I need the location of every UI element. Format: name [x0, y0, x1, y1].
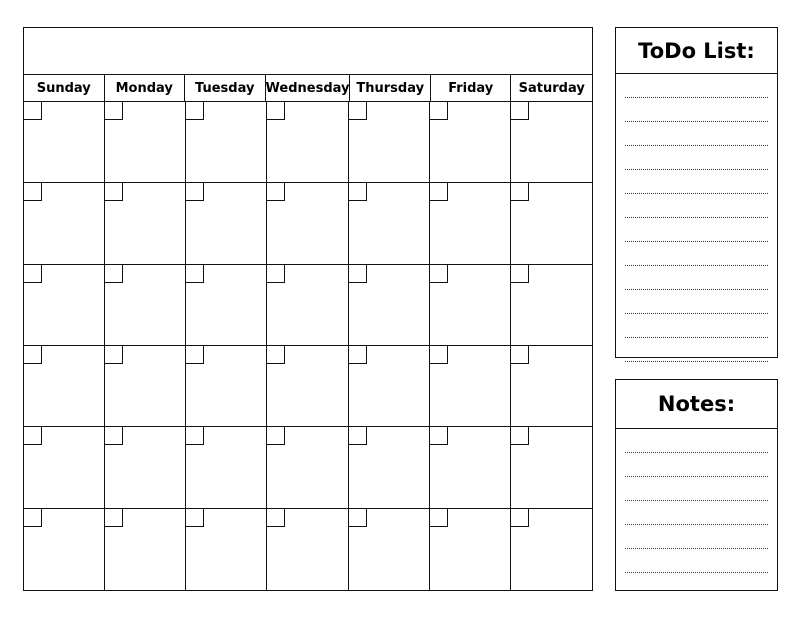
date-number-box[interactable] [267, 265, 285, 283]
date-number-box[interactable] [349, 346, 367, 364]
day-cell[interactable] [430, 265, 511, 346]
todo-line[interactable] [625, 194, 768, 218]
date-number-box[interactable] [24, 183, 42, 201]
date-number-box[interactable] [511, 102, 529, 120]
day-cell[interactable] [186, 102, 267, 183]
notes-line[interactable] [625, 477, 768, 501]
weekday-header-row [24, 74, 592, 102]
todo-line[interactable] [625, 98, 768, 122]
day-cell[interactable] [349, 265, 430, 346]
date-number-box[interactable] [105, 183, 123, 201]
day-cell[interactable] [105, 265, 186, 346]
day-cell[interactable] [511, 183, 592, 264]
date-number-box[interactable] [430, 346, 448, 364]
todo-list-lines [616, 74, 777, 362]
day-cell[interactable] [511, 346, 592, 427]
day-cell[interactable] [105, 102, 186, 183]
notes-line[interactable] [625, 501, 768, 525]
day-cell[interactable] [105, 183, 186, 264]
todo-list-title: ToDo List: [616, 28, 777, 74]
todo-line[interactable] [625, 266, 768, 290]
weekday-saturday: Saturday [518, 80, 585, 96]
date-number-box[interactable] [24, 102, 42, 120]
day-cell[interactable] [430, 509, 511, 590]
weekday-sunday: Sunday [24, 75, 105, 101]
day-cell[interactable] [267, 427, 348, 508]
date-number-box[interactable] [511, 183, 529, 201]
day-cell[interactable] [267, 509, 348, 590]
todo-line[interactable] [625, 122, 768, 146]
day-cell[interactable] [267, 102, 348, 183]
weekday-monday: Monday [105, 75, 186, 101]
day-cell[interactable] [186, 346, 267, 427]
todo-line[interactable] [625, 218, 768, 242]
date-number-box[interactable] [349, 427, 367, 445]
weekday-wednesday: Wednesday [266, 75, 351, 101]
todo-line[interactable] [625, 242, 768, 266]
calendar-title-area[interactable] [24, 28, 592, 74]
date-number-box[interactable] [511, 346, 529, 364]
date-number-box[interactable] [267, 183, 285, 201]
day-cell[interactable] [24, 183, 105, 264]
day-cell[interactable] [105, 427, 186, 508]
date-number-box[interactable] [430, 265, 448, 283]
date-number-box[interactable] [349, 265, 367, 283]
day-cell[interactable] [105, 509, 186, 590]
weekday-tuesday: Tuesday [185, 75, 266, 101]
date-number-box[interactable] [24, 427, 42, 445]
day-cell[interactable] [186, 183, 267, 264]
notes-line[interactable] [625, 429, 768, 453]
notes-line[interactable] [625, 525, 768, 549]
date-number-box[interactable] [511, 265, 529, 283]
day-cell[interactable] [430, 183, 511, 264]
day-cell[interactable] [24, 427, 105, 508]
day-cell[interactable] [511, 427, 592, 508]
todo-line[interactable] [625, 170, 768, 194]
day-cell[interactable] [430, 427, 511, 508]
date-number-box[interactable] [105, 427, 123, 445]
date-number-box[interactable] [511, 427, 529, 445]
day-cell[interactable] [267, 265, 348, 346]
date-number-box[interactable] [430, 509, 448, 527]
day-cell[interactable] [186, 509, 267, 590]
date-number-box[interactable] [267, 346, 285, 364]
todo-line[interactable] [625, 146, 768, 170]
day-cell[interactable] [349, 509, 430, 590]
day-cell[interactable] [430, 102, 511, 183]
date-number-box[interactable] [186, 265, 204, 283]
weekday-friday: Friday [431, 75, 512, 101]
day-cell[interactable] [267, 346, 348, 427]
day-cell[interactable] [267, 183, 348, 264]
day-cell[interactable] [24, 102, 105, 183]
todo-line[interactable] [625, 314, 768, 338]
date-number-box[interactable] [267, 427, 285, 445]
date-number-box[interactable] [186, 346, 204, 364]
date-number-box[interactable] [24, 346, 42, 364]
date-number-box[interactable] [349, 183, 367, 201]
date-number-box[interactable] [349, 509, 367, 527]
date-number-box[interactable] [186, 509, 204, 527]
day-cell[interactable] [24, 265, 105, 346]
date-number-box[interactable] [105, 265, 123, 283]
date-number-box[interactable] [24, 265, 42, 283]
weekday-thursday: Thursday [350, 75, 431, 101]
date-number-box[interactable] [267, 509, 285, 527]
day-cell[interactable] [511, 509, 592, 590]
date-number-box[interactable] [105, 102, 123, 120]
day-cell[interactable] [511, 265, 592, 346]
day-cell[interactable] [349, 183, 430, 264]
notes-line[interactable] [625, 453, 768, 477]
date-number-box[interactable] [24, 509, 42, 527]
date-number-box[interactable] [430, 102, 448, 120]
day-cell[interactable] [105, 346, 186, 427]
todo-list-panel [615, 27, 778, 358]
date-number-box[interactable] [430, 183, 448, 201]
day-cell[interactable] [430, 346, 511, 427]
day-cell[interactable] [349, 102, 430, 183]
day-cell[interactable] [511, 102, 592, 183]
day-cells [24, 102, 592, 590]
notes-line[interactable] [625, 549, 768, 573]
date-number-box[interactable] [511, 509, 529, 527]
date-number-box[interactable] [105, 346, 123, 364]
day-cell[interactable] [186, 427, 267, 508]
day-cell[interactable] [186, 265, 267, 346]
date-number-box[interactable] [186, 427, 204, 445]
date-number-box[interactable] [186, 102, 204, 120]
date-number-box[interactable] [105, 509, 123, 527]
calendar-grid [23, 27, 593, 591]
date-number-box[interactable] [267, 102, 285, 120]
day-cell[interactable] [24, 346, 105, 427]
todo-line[interactable] [625, 74, 768, 98]
todo-line[interactable] [625, 290, 768, 314]
date-number-box[interactable] [186, 183, 204, 201]
notes-panel [615, 379, 778, 591]
day-cell[interactable] [24, 509, 105, 590]
date-number-box[interactable] [349, 102, 367, 120]
todo-line[interactable] [625, 338, 768, 362]
day-cell[interactable] [349, 427, 430, 508]
date-number-box[interactable] [430, 427, 448, 445]
notes-lines [616, 429, 777, 573]
notes-title: Notes: [616, 380, 777, 429]
day-cell[interactable] [349, 346, 430, 427]
